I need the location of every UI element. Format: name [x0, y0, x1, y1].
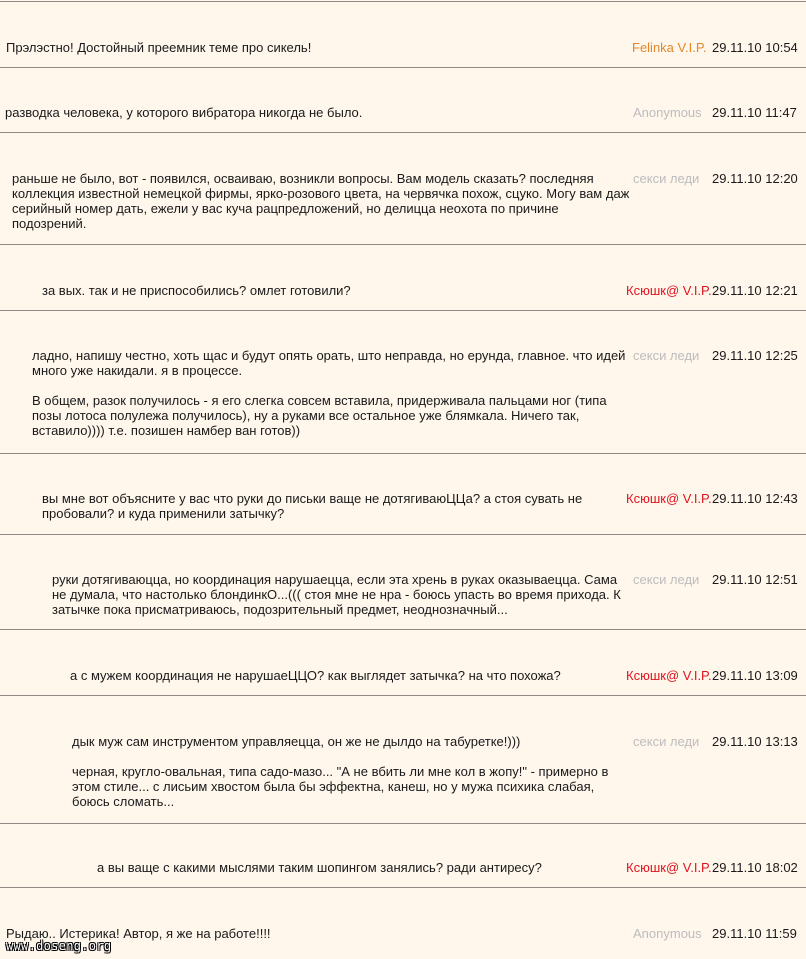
comment-date: 29.11.10 12:21: [712, 283, 798, 298]
divider: [0, 310, 806, 311]
comment-date: 29.11.10 18:02: [712, 860, 798, 875]
comment-author[interactable]: Felinka V.I.P.: [632, 40, 707, 55]
comment-author: Anonymous: [633, 926, 702, 941]
comment-date: 29.11.10 13:13: [712, 734, 798, 749]
comment-text: [72, 734, 617, 809]
comment-paragraph: дык муж сам инструментом управляецца, он же не дылдо на табуретке!))): [72, 734, 521, 749]
comment-paragraph: черная, кругло-овальная, типа садо-мазо... "А не вбить ли мне кол в жопу!" - примерно в этом стиле... с лисьим хвостом была бы эффектна, канеш, но у мужа психика слабая, боюсь сломать...: [72, 764, 609, 809]
comment-paragraph: разводка человека, у которого вибратора никогда не было.: [5, 105, 363, 120]
comment-author: секси леди: [633, 171, 700, 186]
comment-author: секси леди: [633, 348, 700, 363]
comment-date: 29.11.10 12:43: [712, 491, 798, 506]
comment-author: Anonymous: [633, 105, 702, 120]
divider: [0, 132, 806, 133]
comment-paragraph: а с мужем координация не нарушаеЦЦО? как выглядет затычка? на что похожа?: [70, 668, 561, 683]
comment-text: [70, 668, 615, 683]
comment-paragraph: В общем, разок получилось - я его слегка совсем вставила, придерживала пальцами ног (типа позы лотоса полулежа получилось), ну а руками все остальное уже блямкала. Ничего так, вставило)))) т.е. позишен намбер ван готов)): [32, 393, 607, 438]
divider: [0, 887, 806, 888]
comment-text: [32, 348, 628, 438]
divider: [0, 823, 806, 824]
comment-paragraph: а вы ваще с какими мыслями таким шопингом занялись? ради антиресу?: [97, 860, 542, 875]
comment-author[interactable]: Ксюшк@ V.I.P.: [626, 668, 712, 683]
comment-date: 29.11.10 12:51: [712, 572, 798, 587]
comment-author: секси леди: [633, 734, 700, 749]
comment-text: [42, 283, 612, 298]
comment-paragraph: Рыдаю.. Истерика! Автор, я же на работе!!!!: [6, 926, 271, 941]
comment-paragraph: за вых. так и не приспособились? омлет готовили?: [42, 283, 351, 298]
divider: [0, 453, 806, 454]
divider: [0, 1, 806, 2]
comment-date: 29.11.10 12:25: [712, 348, 798, 363]
comment-author[interactable]: Ксюшк@ V.I.P.: [626, 491, 712, 506]
comment-paragraph: вы мне вот объясните у вас что руки до письки ваще не дотягиваюЦЦа? а стоя сувать не пробовали? и куда применили затычку?: [42, 491, 583, 521]
site-watermark: www.doseng.org: [6, 939, 112, 953]
comment-date: 29.11.10 12:20: [712, 171, 798, 186]
comment-author: секси леди: [633, 572, 700, 587]
comment-author[interactable]: Ксюшк@ V.I.P.: [626, 283, 712, 298]
comment-paragraph: руки дотягиваюцца, но координация нарушаецца, если эта хрень в руках оказываецца. Сама не думала, что настолько блондинкО...((( стоя мне не нра - боюсь упасть во время прихода. К затычке пока присматриваюсь, подозрительный предмет, неоднозначный...: [52, 572, 621, 617]
divider: [0, 534, 806, 535]
comment-date: 29.11.10 11:47: [712, 105, 797, 120]
comment-text: [97, 860, 617, 875]
comment-paragraph: ладно, напишу честно, хоть щас и будут опять орать, што неправда, но ерунда, главное. что идей много уже накидали. я в процессе.: [32, 348, 626, 378]
comment-date: 29.11.10 11:59: [712, 926, 797, 941]
divider: [0, 695, 806, 696]
comment-text: [12, 171, 630, 231]
divider: [0, 244, 806, 245]
comment-text: [52, 572, 628, 617]
divider: [0, 629, 806, 630]
divider: [0, 67, 806, 68]
comment-date: 29.11.10 10:54: [712, 40, 798, 55]
comment-date: 29.11.10 13:09: [712, 668, 798, 683]
comment-paragraph: раньше не было, вот - появился, осваиваю, возникли вопросы. Вам модель сказать? последняя коллекция известной немецкой фирмы, ярко-розового цвета, на червячка похож, сцуко. Могу вам даж серийный номер дать, ежели у вас куча рацпредложений, но делицца неохота по причине подозрений.: [12, 171, 630, 231]
comment-text: [6, 40, 606, 55]
comment-text: [5, 105, 605, 120]
comment-paragraph: Прэлэстно! Достойный преемник теме про сикель!: [6, 40, 312, 55]
comment-author[interactable]: Ксюшк@ V.I.P.: [626, 860, 712, 875]
comment-text: [42, 491, 612, 521]
